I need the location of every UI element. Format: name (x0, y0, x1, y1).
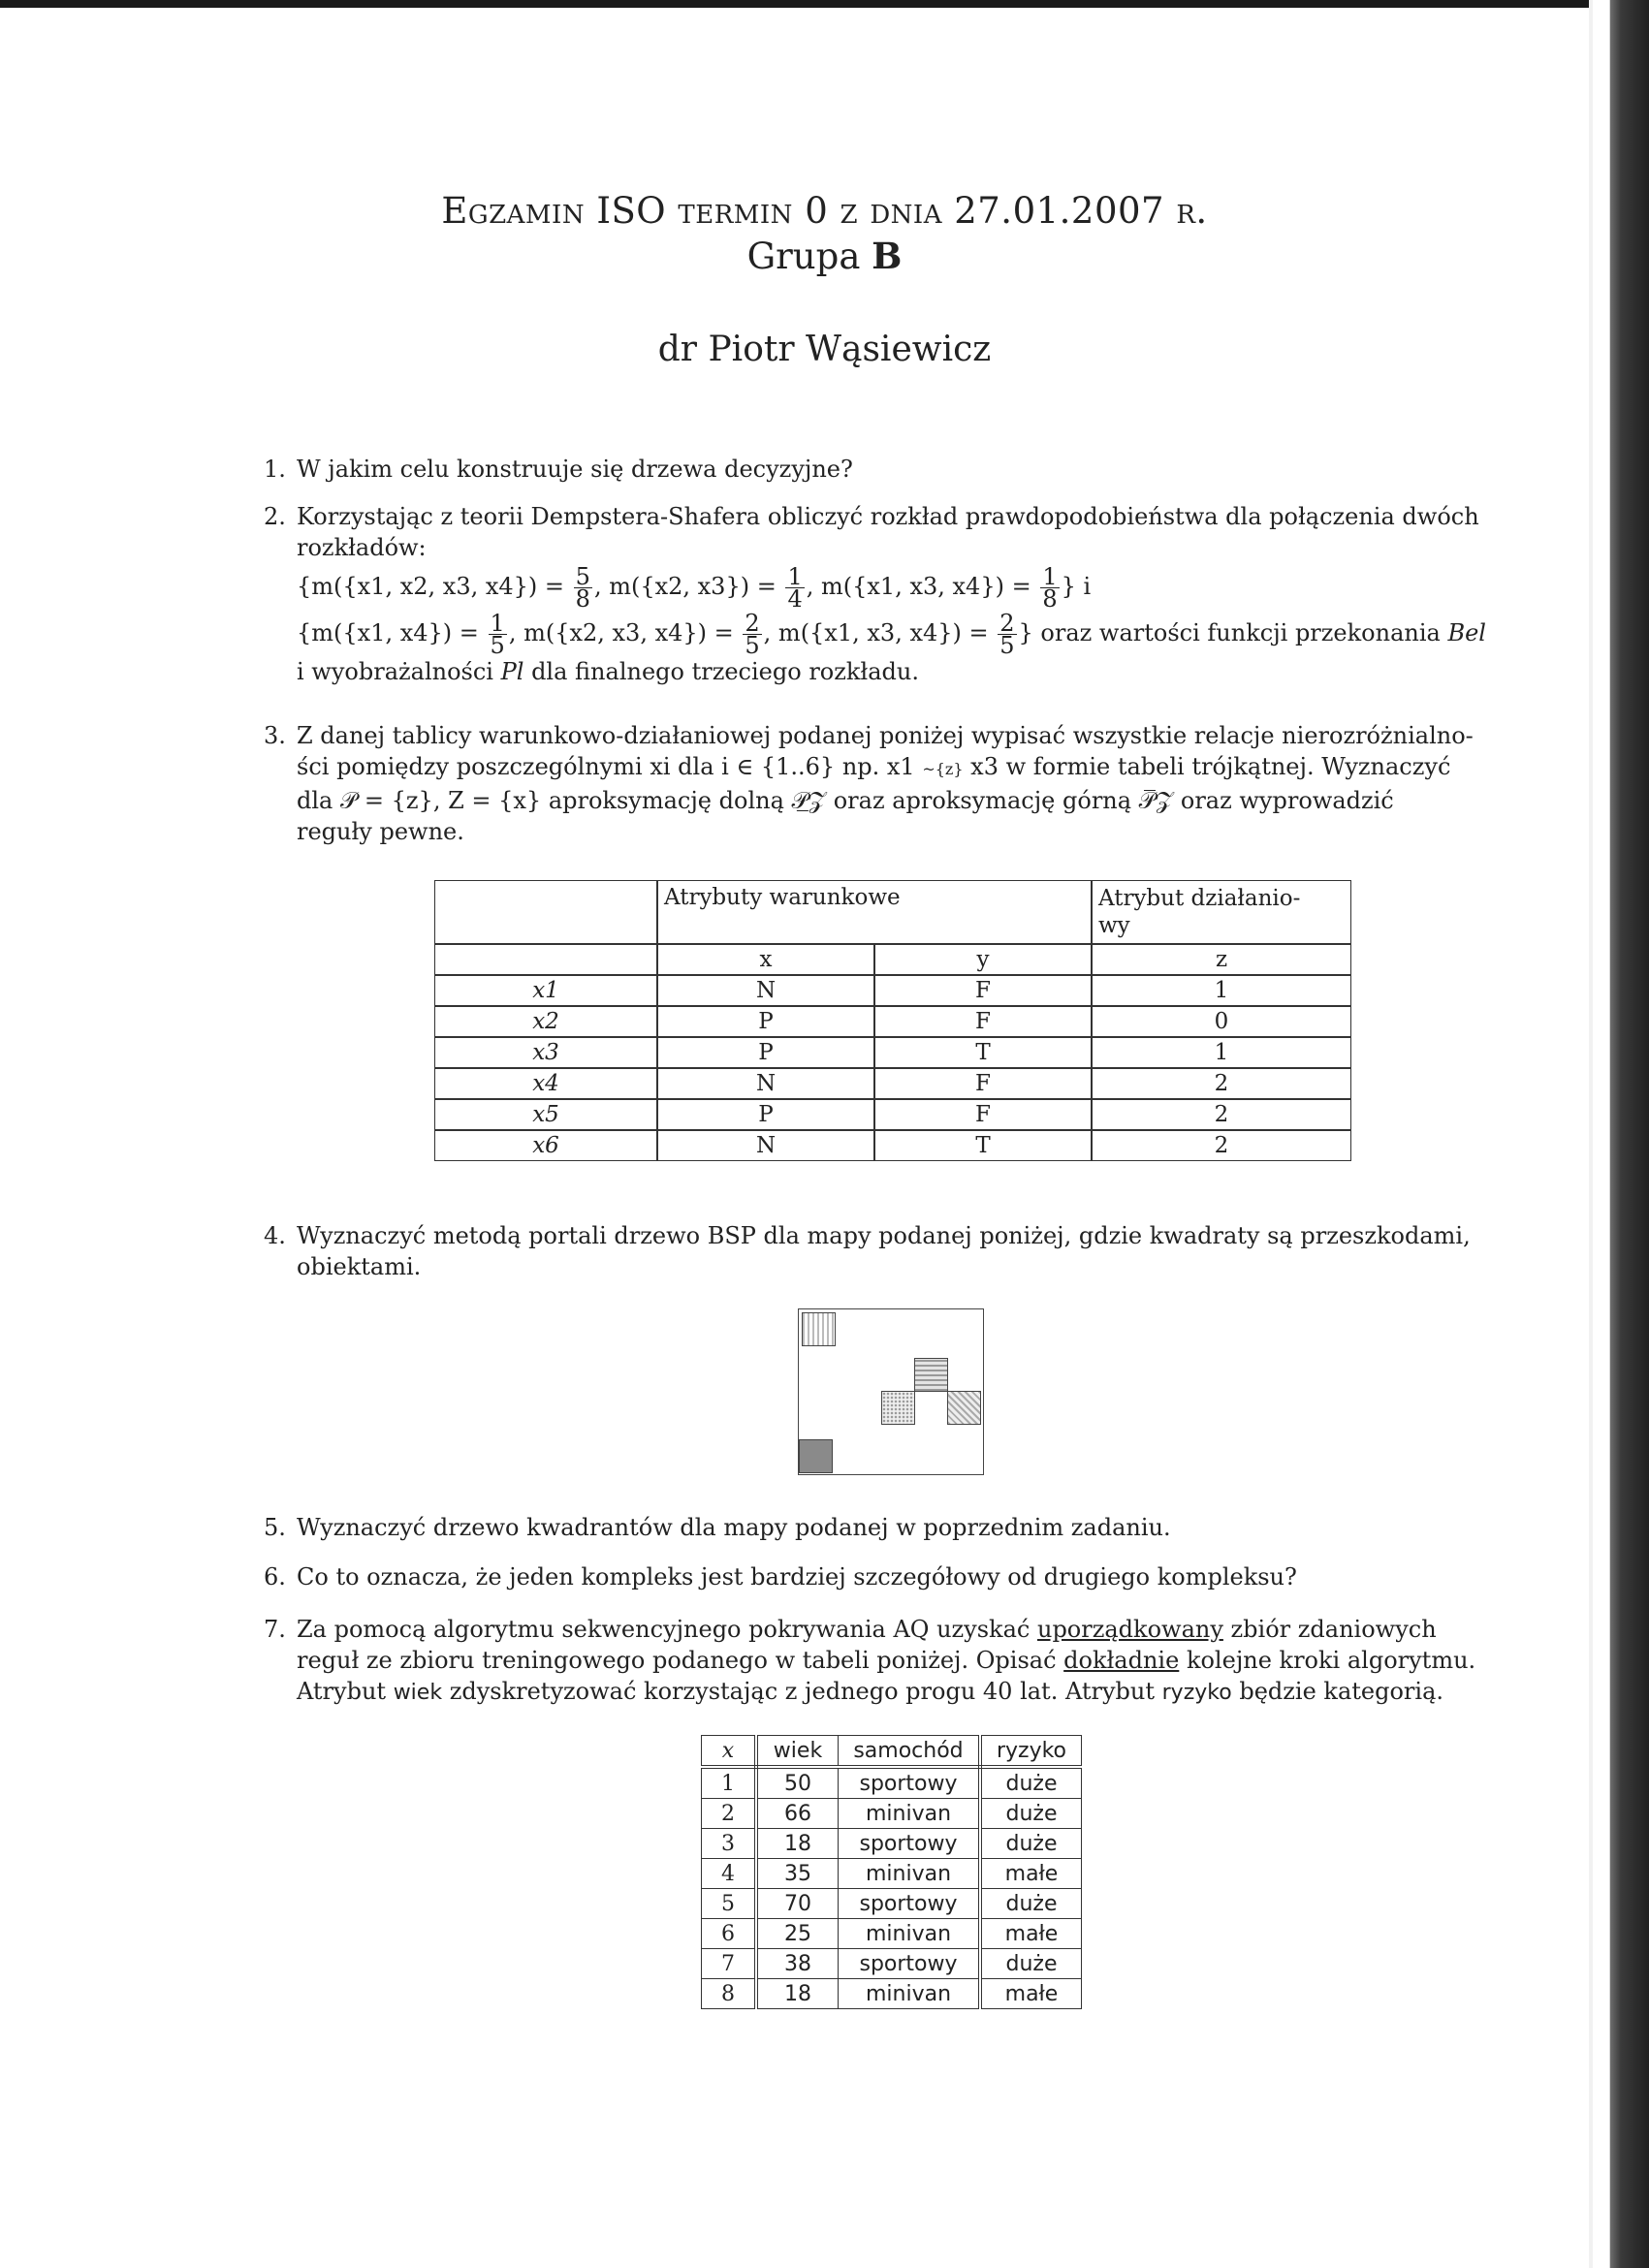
question-text: ści pomiędzy poszczególnymi xi dla i ∈ {1..6} np. x1 ~{z} x3 w formie tabeli trójkątnej. Wyznaczyć (297, 753, 1451, 780)
table-cell: 1 (1092, 1037, 1351, 1068)
table-cell: małe (980, 1859, 1082, 1889)
question-6 (264, 1561, 1450, 1592)
table-cell: x1 (434, 975, 657, 1006)
table-cell: minivan (839, 1799, 981, 1829)
table-cell: sportowy (839, 1949, 981, 1979)
table-corner (434, 880, 657, 944)
table-cell: małe (980, 1919, 1082, 1949)
table-cell: 3 (702, 1829, 757, 1859)
table-cell: sportowy (839, 1829, 981, 1859)
question-text: Atrybut wiek zdyskretyzować korzystając z jednego progu 40 lat. Atrybut ryzyko będzie kategorią. (297, 1678, 1444, 1705)
table-header-cell: x (702, 1736, 757, 1768)
fraction: $\frac{1}{5}$ (490, 610, 505, 659)
table-cell: x6 (434, 1130, 657, 1161)
question-text: Co to oznacza, że jeden kompleks jest bardziej szczegółowy od drugiego kompleksu? (297, 1563, 1297, 1591)
table-row (702, 1979, 1082, 2009)
table-cell: 18 (756, 1979, 839, 2009)
distribution-2: {m({x1, x4}) = $\frac{1}{5}$ , m({x2, x3, x4}) = $\frac{2}{5}$ , m({x1, x3, x4}) = $\frac{2}{5}$ } oraz wartości funkcji przekonania Bel (297, 610, 1486, 659)
table-row (434, 1068, 1351, 1099)
question-4 (264, 1220, 1471, 1282)
table-cell: 7 (702, 1949, 757, 1979)
table-row (434, 1099, 1351, 1130)
question-number: 6. (264, 1563, 286, 1591)
question-1 (264, 454, 1450, 485)
table-cell: P (657, 1037, 874, 1068)
fraction: $\frac{5}{8}$ (575, 563, 590, 613)
exam-group: Grupa B (746, 235, 903, 277)
obstacle-square (947, 1391, 981, 1425)
table-cell: 35 (756, 1859, 839, 1889)
table-cell: 4 (702, 1859, 757, 1889)
table-row (702, 1767, 1082, 1799)
table-cell: 50 (756, 1767, 839, 1799)
table-cell: duże (980, 1889, 1082, 1919)
table-cell: duże (980, 1799, 1082, 1829)
table-cell: x5 (434, 1099, 657, 1130)
table-cell: N (657, 1068, 874, 1099)
question-number: 2. (264, 503, 286, 530)
table-header-cell: ryzyko (980, 1736, 1082, 1768)
table-cell: N (657, 975, 874, 1006)
question-3 (264, 720, 1474, 847)
table-cell: minivan (839, 1919, 981, 1949)
question-text: reguł ze zbioru treningowego podanego w tabeli poniżej. Opisać dokładnie kolejne kroki algorytmu. (297, 1647, 1476, 1674)
question-5 (264, 1512, 1450, 1543)
table-cell: T (874, 1130, 1092, 1161)
table-row (702, 1949, 1082, 1979)
table-cell: minivan (839, 1859, 981, 1889)
decision-table (434, 880, 1351, 1161)
question-text: Z danej tablicy warunkowo-działaniowej podanej poniżej wypisać wszystkie relacje nierozróżnialno- (297, 722, 1474, 749)
obstacle-square (881, 1391, 915, 1425)
table-cell: 1 (702, 1767, 757, 1799)
table-cell: sportowy (839, 1889, 981, 1919)
question-text: i wyobrażalności Pl dla finalnego trzeciego rozkładu. (297, 658, 919, 685)
table-cell: 2 (1092, 1130, 1351, 1161)
table-row (434, 1006, 1351, 1037)
table-cell: x2 (434, 1006, 657, 1037)
table-row (434, 1130, 1351, 1161)
question-text: dla 𝒫 = {z}, Z = {x} aproksymację dolną 𝒫̲𝒵 oraz aproksymację górną 𝒫̅𝒵 oraz wyprowadzić (297, 787, 1394, 814)
table-cell: duże (980, 1767, 1082, 1799)
table-header-cell: z (1092, 944, 1351, 975)
question-text: Korzystając z teorii Dempstera-Shafera obliczyć rozkład prawdopodobieństwa dla połączenia dwóch (297, 503, 1479, 530)
table-row (702, 1799, 1082, 1829)
question-text: obiektami. (297, 1253, 422, 1280)
table-cell: N (657, 1130, 874, 1161)
table-cell: 5 (702, 1889, 757, 1919)
table-header-cell: y (874, 944, 1092, 975)
training-set-table (701, 1735, 1082, 2009)
table-row (434, 1037, 1351, 1068)
table-row (702, 1889, 1082, 1919)
fraction: $\frac{1}{4}$ (787, 563, 803, 613)
table-cell: małe (980, 1979, 1082, 2009)
table-cell: x4 (434, 1068, 657, 1099)
table-cell: sportowy (839, 1767, 981, 1799)
table-cell: 2 (1092, 1068, 1351, 1099)
table-cell: F (874, 1099, 1092, 1130)
table-cell: x3 (434, 1037, 657, 1068)
question-text: reguły pewne. (297, 818, 464, 845)
table-cell: 18 (756, 1829, 839, 1859)
table-cell: F (874, 1068, 1092, 1099)
table-cell: 8 (702, 1979, 757, 2009)
fraction: $\frac{1}{8}$ (1042, 563, 1058, 613)
group-header-conditional: Atrybuty warunkowe (657, 880, 1092, 944)
obstacle-square (802, 1312, 836, 1346)
table-row (434, 975, 1351, 1006)
table-cell: 25 (756, 1919, 839, 1949)
question-text: Wyznaczyć drzewo kwadrantów dla mapy podanej w poprzednim zadaniu. (297, 1514, 1171, 1541)
question-number: 7. (264, 1616, 286, 1643)
table-row (702, 1859, 1082, 1889)
table-cell: 1 (1092, 975, 1351, 1006)
table-cell: P (657, 1099, 874, 1130)
distribution-1: {m({x1, x2, x3, x4}) = $\frac{5}{8}$ , m({x2, x3}) = $\frac{1}{4}$ , m({x1, x3, x4}) = $\frac{1}{8}$ } i (297, 563, 1092, 613)
exam-author: dr Piotr Wąsiewicz (657, 330, 992, 369)
scan-top-edge (0, 0, 1649, 8)
table-cell: duże (980, 1949, 1082, 1979)
exam-title: Egzamin ISO termin 0 z dnia 27.01.2007 r. (441, 190, 1208, 232)
question-number: 4. (264, 1222, 286, 1249)
question-text: rozkładów: (297, 534, 427, 561)
table-cell: minivan (839, 1979, 981, 2009)
table-cell: P (657, 1006, 874, 1037)
table-cell: 66 (756, 1799, 839, 1829)
fraction: $\frac{2}{5}$ (999, 610, 1015, 659)
question-number: 5. (264, 1514, 286, 1541)
obstacle-square (799, 1439, 833, 1473)
table-cell: T (874, 1037, 1092, 1068)
question-number: 3. (264, 722, 286, 749)
table-cell: 2 (1092, 1099, 1351, 1130)
table-cell: 2 (702, 1799, 757, 1829)
table-header-cell (434, 944, 657, 975)
table-cell: F (874, 975, 1092, 1006)
table-cell: 70 (756, 1889, 839, 1919)
table-row (702, 1919, 1082, 1949)
question-text: Wyznaczyć metodą portali drzewo BSP dla mapy podanej poniżej, gdzie kwadraty są przeszkodami, (297, 1222, 1471, 1249)
question-text: W jakim celu konstruuje się drzewa decyzyjne? (297, 456, 853, 483)
table-row (702, 1829, 1082, 1859)
table-cell: 6 (702, 1919, 757, 1949)
fraction: $\frac{2}{5}$ (745, 610, 760, 659)
table-cell: F (874, 1006, 1092, 1037)
question-7 (264, 1614, 1476, 1709)
table-header-cell: wiek (756, 1736, 839, 1768)
bsp-map (798, 1308, 984, 1475)
table-header-cell: samochód (839, 1736, 981, 1768)
table-cell: 0 (1092, 1006, 1351, 1037)
question-2 (264, 501, 1486, 687)
table-header-cell: x (657, 944, 874, 975)
group-header-decision: Atrybut działanio- wy (1092, 880, 1351, 944)
table-cell: 38 (756, 1949, 839, 1979)
table-cell: duże (980, 1829, 1082, 1859)
obstacle-square (914, 1358, 948, 1392)
question-text: Za pomocą algorytmu sekwencyjnego pokrywania AQ uzyskać uporządkowany zbiór zdaniowych (297, 1616, 1437, 1643)
question-number: 1. (264, 456, 286, 483)
